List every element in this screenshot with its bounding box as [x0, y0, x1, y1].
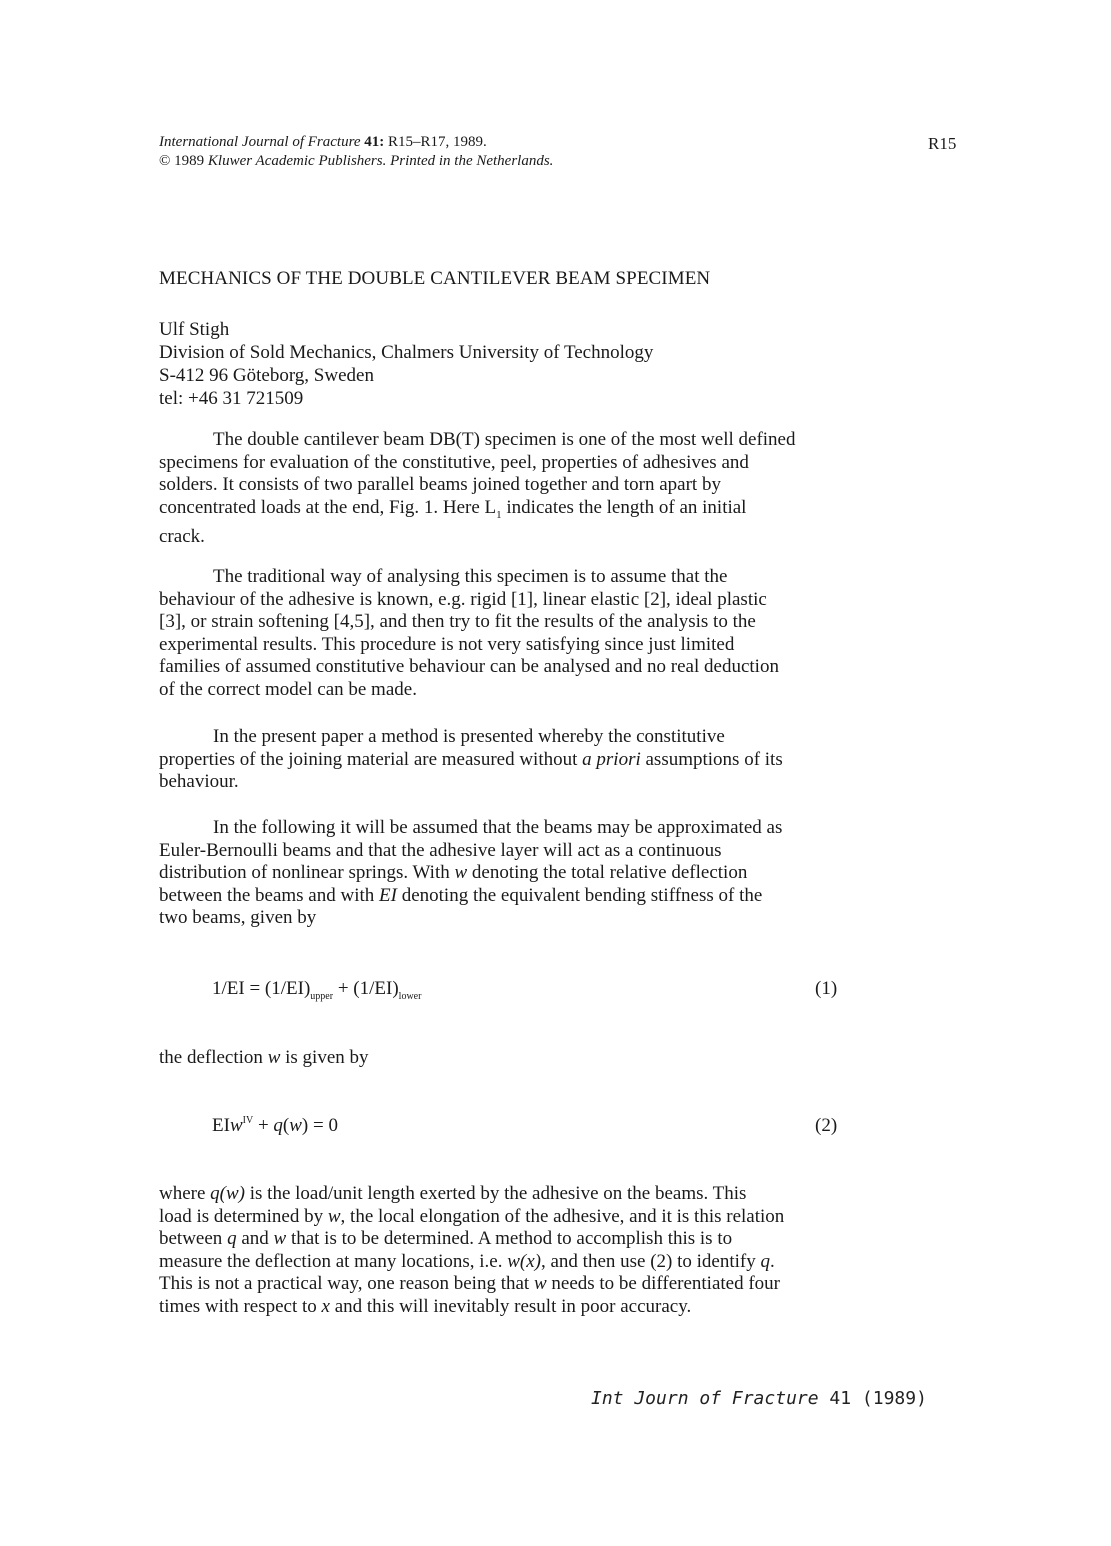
footer-citation: Int Journ of Fracture 41 (1989) — [591, 1388, 927, 1409]
author-address: S-412 96 Göteborg, Sweden — [159, 365, 374, 386]
paragraph-deflection: the deflection w is given by — [159, 1047, 369, 1068]
equation-2-number: (2) — [815, 1115, 838, 1136]
equation-2: EIw$^{IV}$ + q(w) = 0 — [212, 1115, 338, 1136]
author-affiliation: Division of Sold Mechanics, Chalmers University of Technology — [159, 342, 654, 363]
author-block — [159, 318, 653, 410]
running-head — [159, 133, 959, 171]
equation-1-number: (1) — [815, 978, 838, 999]
equation-1: $1/EI = (1/EI)_{upper} + (1/EI)_{lower}$ — [212, 978, 422, 1002]
paragraph-assumptions: In the following it will be assumed that the beams may be approximated as Euler-Bernoulli beams and that the adhesive layer will act as a continuous distribution of nonlinear springs. With w denoting the total relative deflection between the beams and with EI denoting the equivalent bending stiffness of the two beams, given by — [159, 817, 783, 928]
paragraph-traditional: The traditional way of analysing this specimen is to assume that the behaviour of the adhesive is known, e.g. rigid [1], linear elastic [2], ideal plastic [3], or strain softening [4,5], and then try to fit the results of the analysis to the experimental results. This procedure is not very satisfying since just limited families of assumed constitutive behaviour can be analysed and no real deduction of the correct model can be made. — [159, 566, 779, 700]
paragraph-determination: where q(w) is the load/unit length exerted by the adhesive on the beams. This load is determined by w, the local elongation of the adhesive, and it is this relation between q and w that is to be determined. A method to accomplish this is to measure the deflection at many locations, i.e. w(x), and then use (2) to identify q. This is not a practical way, one reason being that w needs to be differentiated four times with respect to x and this will inevitably result in poor accuracy. — [159, 1183, 785, 1317]
paragraph-intro: The double cantilever beam DB(T) specimen is one of the most well defined specimens for evaluation of the constitutive, peel, properties of adhesives and solders. It consists of two parallel beams joined together and torn apart by concentrated loads at the end, Fig. 1. Here $L_1$ indicates the length of an initial crack. — [159, 429, 796, 547]
paper-title: MECHANICS OF THE DOUBLE CANTILEVER BEAM SPECIMEN — [159, 268, 711, 289]
copyright-line: © 1989 Kluwer Academic Publishers. Printed in the Netherlands. — [159, 153, 554, 169]
author-telephone: tel: +46 31 721509 — [159, 388, 304, 409]
journal-citation: International Journal of Fracture 41: R15–R17, 1989. — [159, 134, 487, 150]
page-number: R15 — [928, 134, 957, 153]
author-name: Ulf Stigh — [159, 319, 230, 340]
paragraph-method: In the present paper a method is presented whereby the constitutive properties of the joining material are measured without a priori assumptions of its behaviour. — [159, 726, 783, 792]
